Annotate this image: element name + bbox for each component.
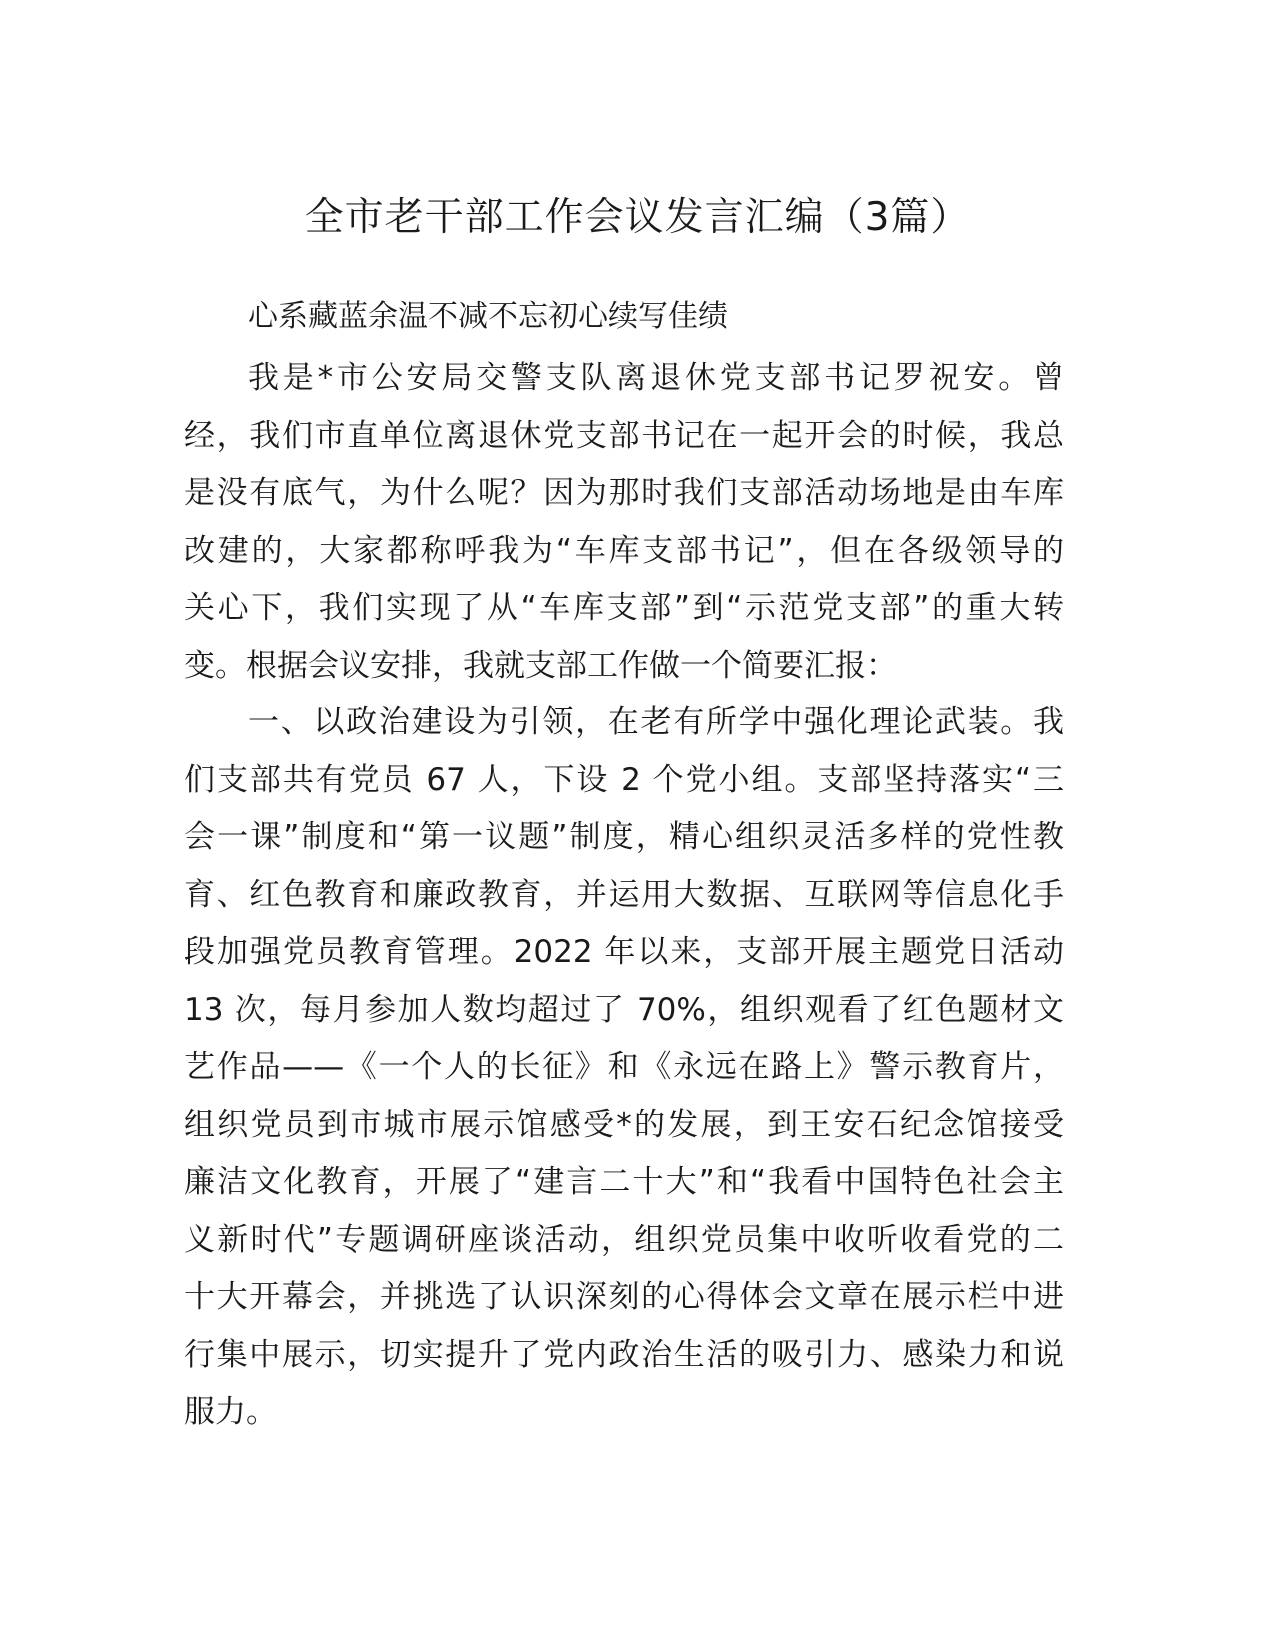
paragraph-line: 廉洁文化教育，开展了“建言二十大”和“我看中国特色社会主 — [184, 1164, 1064, 1200]
paragraph-line: 组织党员到市城市展示馆感受*的发展，到王安石纪念馆接受 — [184, 1106, 1064, 1143]
paragraph-line: 行集中展示，切实提升了党内政治生活的吸引力、感染力和说 — [184, 1336, 1064, 1373]
paragraph-line: 一、以政治建设为引领，在老有所学中强化理论武装。我 — [248, 704, 1064, 740]
paragraph-line: 们支部共有党员 67 人，下设 2 个党小组。支部坚持落实“三 — [184, 761, 1064, 798]
paragraph-line: 会一课”制度和“第一议题”制度，精心组织灵活多样的党性教 — [184, 819, 1064, 855]
paragraph-line: 服力。 — [184, 1394, 277, 1430]
paragraph-line: 义新时代”专题调研座谈活动，组织党员集中收听收看党的二 — [184, 1221, 1064, 1258]
paragraph-line: 艺作品——《一个人的长征》和《永远在路上》警示教育片， — [184, 1049, 1064, 1085]
paragraph-line: 改建的，大家都称呼我为“车库支部书记”，但在各级领导的 — [184, 532, 1064, 569]
paragraph-line: 我是*市公安局交警支队离退休党支部书记罗祝安。曾 — [248, 360, 1064, 396]
paragraph-line: 关心下，我们实现了从“车库支部”到“示范党支部”的重大转 — [184, 590, 1064, 626]
document-title: 全市老干部工作会议发言汇编（3篇） — [304, 195, 971, 240]
paragraph-line: 段加强党员教育管理。2022 年以来，支部开展主题党日活动 — [184, 934, 1064, 970]
paragraph-line: 十大开幕会，并挑选了认识深刻的心得体会文章在展示栏中进 — [184, 1279, 1064, 1315]
paragraph-line: 变。根据会议安排，我就支部工作做一个简要汇报： — [184, 647, 897, 684]
document-subtitle: 心系藏蓝余温不减不忘初心续写佳绩 — [248, 299, 728, 334]
paragraph-line: 13 次，每月参加人数均超过了 70%，组织观看了红色题材文 — [184, 991, 1064, 1028]
paragraph-line: 经，我们市直单位离退休党支部书记在一起开会的时候，我总 — [184, 417, 1064, 454]
paragraph-line: 育、红色教育和廉政教育，并运用大数据、互联网等信息化手 — [184, 876, 1064, 913]
paragraph-intro — [184, 350, 1064, 695]
paragraph-section-one — [184, 694, 1064, 1442]
paragraph-line: 是没有底气，为什么呢？因为那时我们支部活动场地是由车库 — [184, 475, 1064, 511]
